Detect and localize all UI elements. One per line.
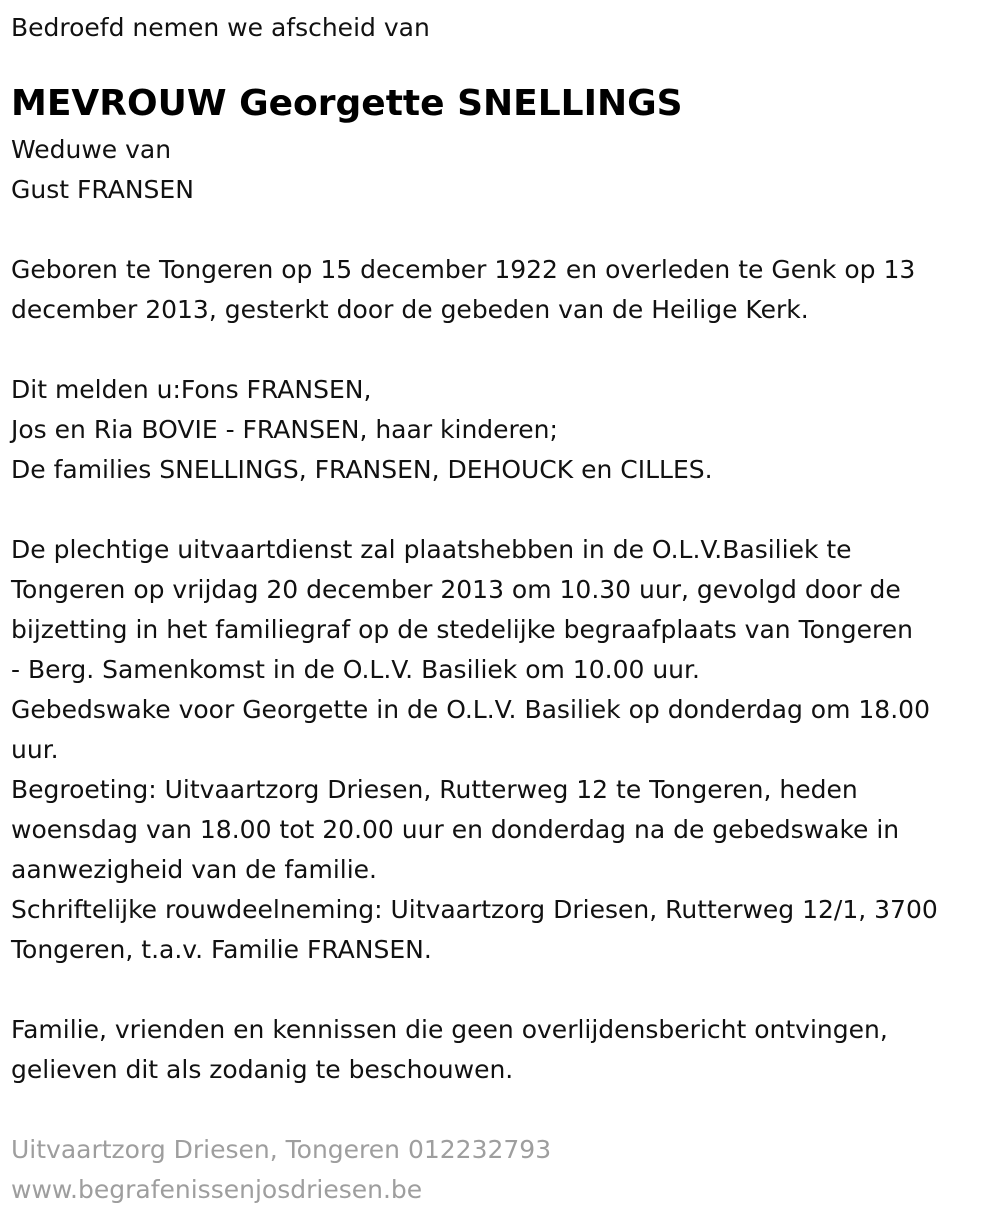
spacer: [11, 970, 988, 1010]
paragraph-line: Tongeren, t.a.v. Familie FRANSEN.: [11, 935, 432, 964]
paragraph-line: december 2013, gesterkt door de gebeden van de Heilige Kerk.: [11, 295, 809, 324]
spacer: [11, 490, 988, 530]
paragraph-line: gelieven dit als zodanig te beschouwen.: [11, 1055, 514, 1084]
paragraph-line: De families SNELLINGS, FRANSEN, DEHOUCK en CILLES.: [11, 455, 713, 484]
service-paragraph: [11, 530, 988, 970]
birth-death-paragraph: [11, 250, 988, 330]
spouse-line: Weduwe van: [11, 135, 172, 164]
spouse-block: [11, 130, 988, 210]
paragraph-line: Jos en Ria BOVIE - FRANSEN, haar kinderen;: [11, 415, 558, 444]
paragraph-line: woensdag van 18.00 tot 20.00 uur en donderdag na de gebedswake in: [11, 815, 900, 844]
family-paragraph: [11, 370, 988, 490]
paragraph-line: Schriftelijke rouwdeelneming: Uitvaartzorg Driesen, Rutterweg 12/1, 3700: [11, 895, 938, 924]
paragraph-line: bijzetting in het familiegraf op de stedelijke begraafplaats van Tongeren: [11, 615, 913, 644]
paragraph-line: De plechtige uitvaartdienst zal plaatshebben in de O.L.V.Basiliek te: [11, 535, 852, 564]
paragraph-line: Gebedswake voor Georgette in de O.L.V. Basiliek op donderdag om 18.00: [11, 695, 930, 724]
spouse-line: Gust FRANSEN: [11, 175, 194, 204]
closing-paragraph: [11, 1010, 988, 1090]
paragraph-line: Begroeting: Uitvaartzorg Driesen, Rutterweg 12 te Tongeren, heden: [11, 775, 858, 804]
paragraph-line: Geboren te Tongeren op 15 december 1922 en overleden te Genk op 13: [11, 255, 916, 284]
paragraph-line: Familie, vrienden en kennissen die geen overlijdensbericht ontvingen,: [11, 1015, 888, 1044]
intro-text: Bedroefd nemen we afscheid van: [11, 13, 430, 42]
spacer: [11, 330, 988, 370]
paragraph-line: Dit melden u:Fons FRANSEN,: [11, 375, 372, 404]
footer: [11, 1130, 988, 1210]
website-link[interactable]: www.begrafenissenjosdriesen.be: [11, 1175, 423, 1204]
paragraph-line: uur.: [11, 735, 59, 764]
deceased-name: MEVROUW Georgette SNELLINGS: [11, 83, 683, 124]
paragraph-line: aanwezigheid van de familie.: [11, 855, 377, 884]
paragraph-line: - Berg. Samenkomst in de O.L.V. Basiliek om 10.00 uur.: [11, 655, 700, 684]
spacer: [11, 1090, 988, 1130]
funeral-company-line: Uitvaartzorg Driesen, Tongeren 012232793: [11, 1135, 552, 1164]
paragraph-line: Tongeren op vrijdag 20 december 2013 om 10.30 uur, gevolgd door de: [11, 575, 901, 604]
spacer: [11, 210, 988, 250]
